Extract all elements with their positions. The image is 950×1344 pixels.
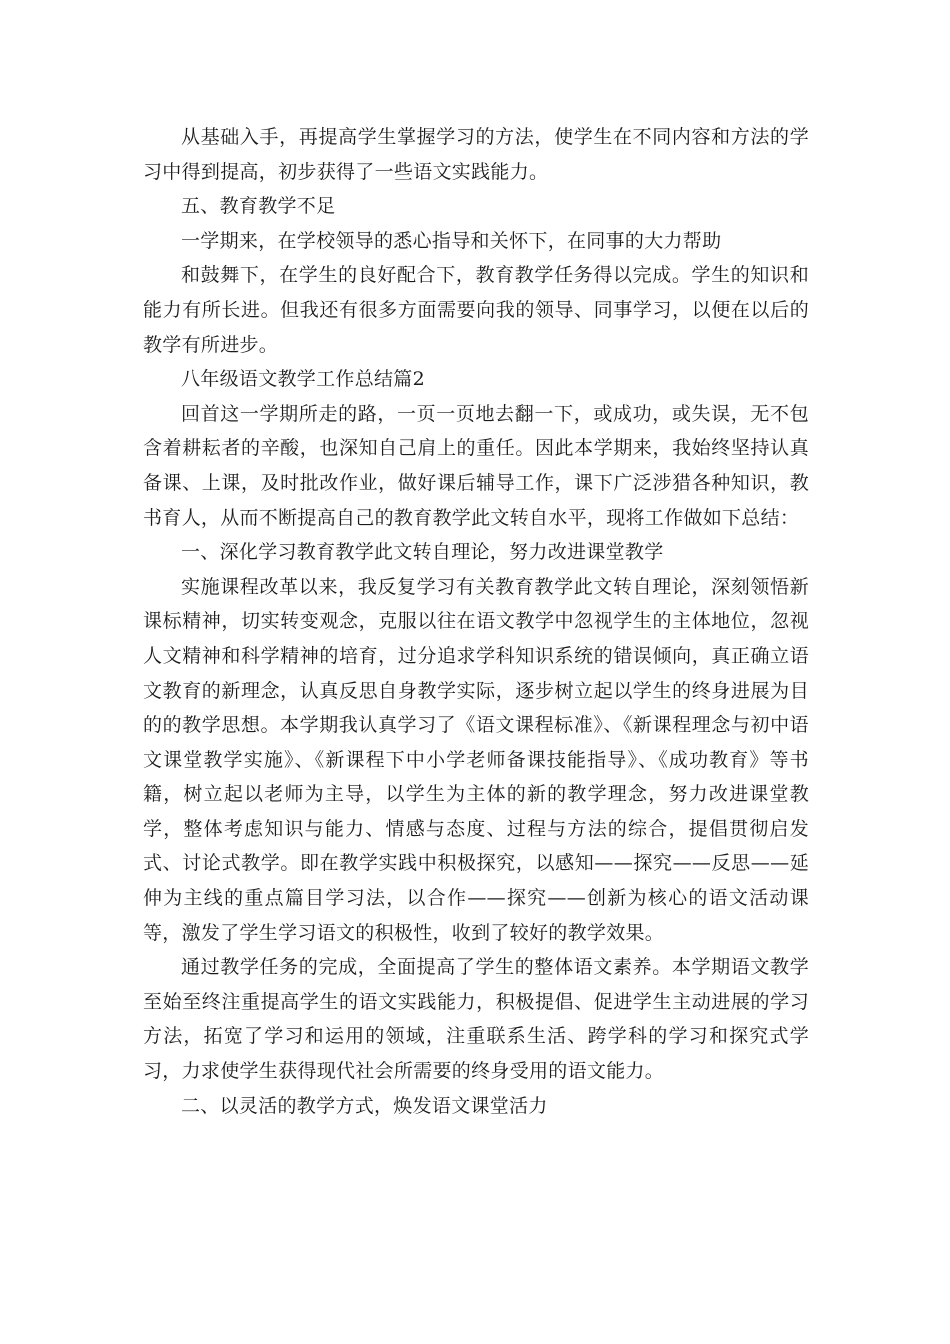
document-page	[143, 120, 809, 1123]
section-heading-flexible-methods: 二、以灵活的教学方式，焕发语文课堂活力	[181, 1094, 548, 1117]
article-title-part2: 八年级语文教学工作总结篇2	[181, 368, 425, 391]
section-heading-shortcomings: 五、教育教学不足	[181, 195, 336, 218]
paragraph-basics: 从基础入手，再提高学生掌握学习的方法，使学生在不同内容和方法的学习中得到提高，初步获得了一些语文实践能力。	[143, 126, 809, 183]
paragraph-curriculum-reform: 实施课程改革以来，我反复学习有关教育教学此文转自理论，深刻领悟新课标精神，切实转变观念，克服以往在语文教学中忽视学生的主体地位，忽视人文精神和科学精神的培育，过分追求学科知识系统的错误倾向，真正确立语文教育的新理念，认真反思自身教学实际，逐步树立起以学生的终身进展为目的的教学思想。本学期我认真学习了《语文课程标准》、《新课程理念与初中语文课堂教学实施》、《新课程下中小学老师备课技能指导》、《成功教育》等书籍，树立起以老师为主导，以学生为主体的新的教学理念，努力改进课堂教学，整体考虑知识与能力、情感与态度、过程与方法的综合，提倡贯彻启发式、讨论式教学。即在教学实践中积极探究，以感知——探究——反思——延伸为主线的重点篇目学习法，以合作——探究——创新为核心的语文活动课等，激发了学生学习语文的积极性，收到了较好的教学效果。	[143, 575, 809, 944]
paragraph-encouragement: 和鼓舞下，在学生的良好配合下，教育教学任务得以完成。学生的知识和能力有所长进。但我还有很多方面需要向我的领导、同事学习，以便在以后的教学有所进步。	[143, 264, 809, 356]
paragraph-semester-intro: 一学期来，在学校领导的悉心指导和关怀下，在同事的大力帮助	[181, 229, 722, 252]
paragraph-teaching-tasks: 通过教学任务的完成，全面提高了学生的整体语文素养。本学期语文教学至始至终注重提高学生的语文实践能力，积极提倡、促进学生主动进展的学习方法，拓宽了学习和运用的领域，注重联系生活、跨学科的学习和探究式学习，力求使学生获得现代社会所需要的终身受用的语文能力。	[143, 956, 809, 1083]
section-heading-theory: 一、深化学习教育教学此文转自理论，努力改进课堂教学	[181, 541, 664, 564]
paragraph-looking-back: 回首这一学期所走的路，一页一页地去翻一下，或成功，或失误，无不包含着耕耘者的辛酸，也深知自己肩上的重任。因此本学期来，我始终坚持认真备课、上课，及时批改作业，做好课后辅导工作，课下广泛涉猎各种知识，教书育人，从而不断提高自己的教育教学此文转自水平，现将工作做如下总结：	[143, 402, 809, 529]
